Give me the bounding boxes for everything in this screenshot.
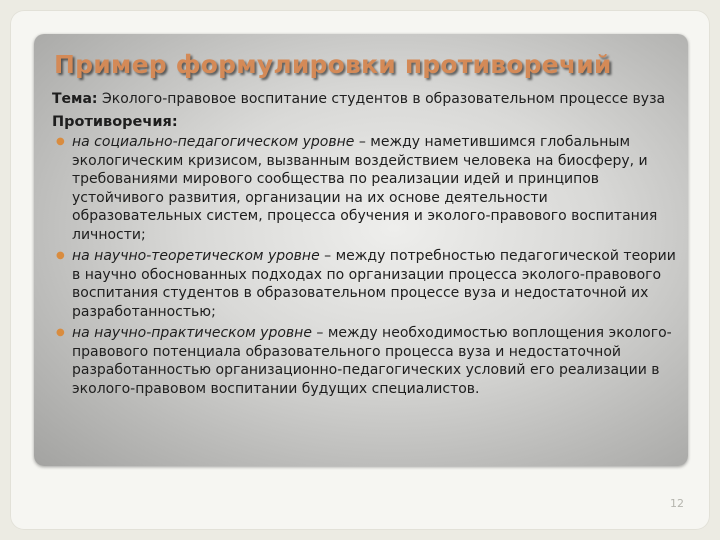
list-item [52,247,677,321]
list-item [52,133,677,244]
contradictions-label: Противоречия: [52,113,178,130]
slide-body [52,90,677,401]
item-text: – между наметившимся глобальным экологическим кризисом, вызванным воздействием человека на биосферу, и требованиями мирового сообщества по реализации идей и принципов устойчивого развития, организации на их основе деятельности образовательных систем, процесса обучения и эколого-правового воспитания личности; [72,134,658,243]
list-item [52,324,677,398]
item-level: на научно-теоретическом уровне [72,248,320,264]
item-text: – между потребностью педагогической теории в научно обоснованных подходах по организации процесса эколого-правового воспитания студентов в образовательном процессе вуза и недостаточной их разработанностью; [72,248,676,320]
bullet-icon: ● [56,136,65,147]
page-number: 12 [670,497,684,510]
contradictions-list [52,133,677,398]
bullet-icon: ● [56,250,65,261]
theme-line [52,90,677,109]
item-text: – между необходимостью воплощения эколого-правового потенциала образовательного процесса вуза и недостаточной разработанностью организационно-педагогических условий его реализации в эколого-правовом воспитании будущих специалистов. [72,325,672,397]
item-level: на научно-практическом уровне [72,325,312,341]
item-level: на социально-педагогическом уровне [72,134,355,150]
theme-text: Эколого-правовое воспитание студентов в образовательном процессе вуза [97,91,666,107]
theme-label: Тема: [52,91,98,107]
slide-title: Пример формулировки противоречий [54,50,612,79]
bullet-icon: ● [56,327,65,338]
